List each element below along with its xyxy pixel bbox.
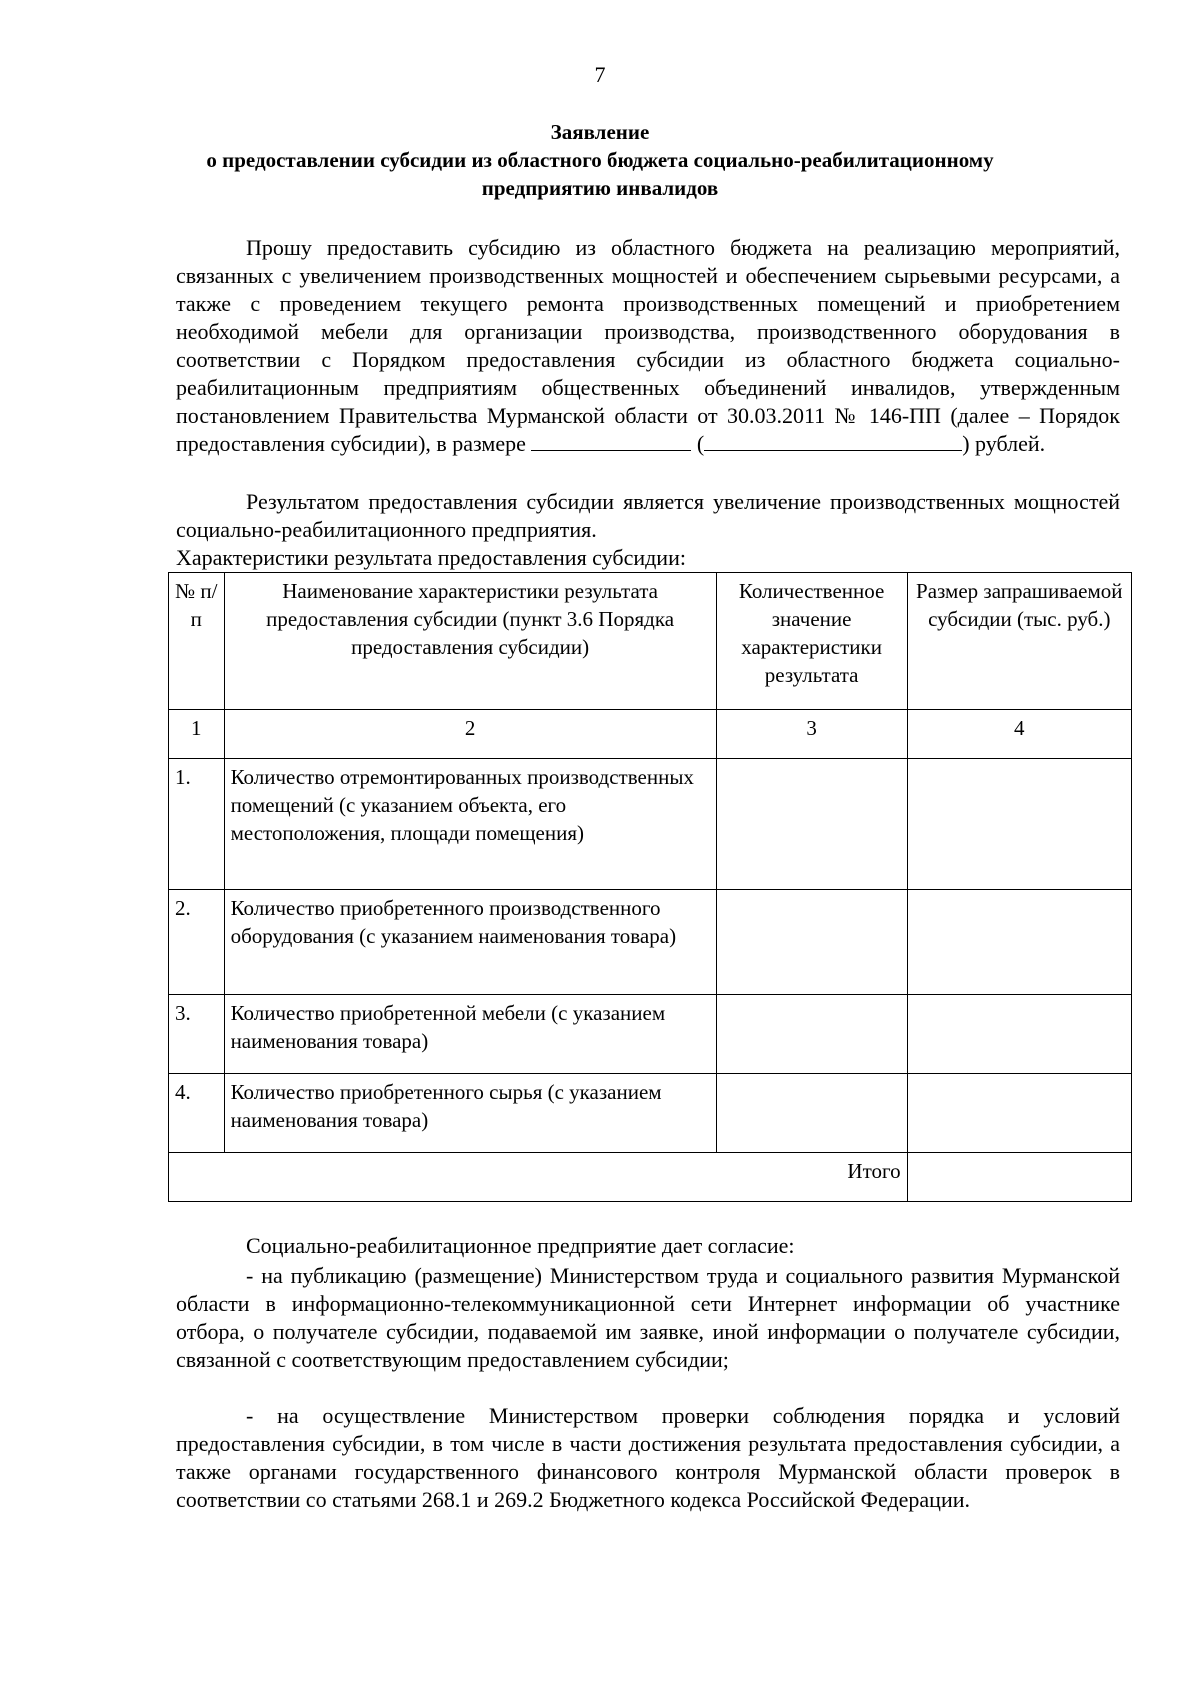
result-paragraph: Результатом предоставления субсидии является увеличение производственных мощностей социально-реабилитационного предприятия. (176, 489, 1120, 542)
row-characteristic: Количество отремонтированных производственных помещений (с указанием объекта, его местоположения, площади помещения) (224, 759, 716, 890)
row-characteristic: Количество приобретенного производственного оборудования (с указанием наименования товара) (224, 890, 716, 995)
table-row (169, 995, 1132, 1074)
row-number: 3. (169, 995, 225, 1074)
column-number: 4 (907, 710, 1131, 759)
column-number-row (169, 710, 1132, 759)
amount-suffix: ) рублей. (962, 431, 1046, 456)
page-number: 7 (594, 62, 606, 87)
row-quantity-cell[interactable] (716, 759, 907, 890)
header-characteristic: Наименование характеристики результата предоставления субсидии (пункт 3.6 Порядка предоставления субсидии) (224, 573, 716, 710)
row-quantity-cell[interactable] (716, 995, 907, 1074)
table-header-row (169, 573, 1132, 710)
row-amount-cell[interactable] (907, 890, 1131, 995)
title-line-3: предприятию инвалидов (481, 176, 719, 200)
consent-intro: Социально-реабилитационное предприятие дает согласие: (246, 1233, 795, 1258)
total-row (169, 1153, 1132, 1202)
table-caption: Характеристики результата предоставления субсидии: (176, 545, 686, 570)
header-amount: Размер запрашиваемой субсидии (тыс. руб.) (907, 573, 1131, 710)
row-amount-cell[interactable] (907, 759, 1131, 890)
title-line-2: о предоставлении субсидии из областного бюджета социально-реабилитационному (206, 148, 994, 172)
row-number: 2. (169, 890, 225, 995)
consent-item-publication: - на публикацию (размещение) Министерством труда и социального развития Мурманской области в информационно-телекоммуникационной сети Интернет информации об участнике отбора, о получателе субсидии, подаваемой им заявке, иной информации о получателе субсидии, связанной с соответствующим предоставлением субсидии; (176, 1263, 1120, 1372)
amount-numeric-blank[interactable] (531, 430, 691, 451)
title-line-1: Заявление (550, 120, 650, 144)
document-title (160, 118, 1040, 202)
request-text: Прошу предоставить субсидию из областного бюджета на реализацию мероприятий, связанных с увеличением производственных мощностей и обеспечением сырьевыми ресурсами, а также с проведением текущего ремонта производственных помещений и приобретением необходимой мебели для организации производства, производственного оборудования в соответствии с Порядком предоставления субсидии из областного бюджета социально-реабилитационным предприятиям общественных объединений инвалидов, утвержденным постановлением Правительства Мурманской области от 30.03.2011 № 146-ПП (далее – Порядок предоставления субсидии), в размере (176, 235, 1120, 456)
consent-item-inspection: - на осуществление Министерством проверки соблюдения порядка и условий предоставления субсидии, в том числе в части достижения результата предоставления субсидии, а также органами государственного финансового контроля Мурманской области проверок в соответствии со статьями 268.1 и 269.2 Бюджетного кодекса Российской Федерации. (176, 1403, 1120, 1512)
column-number: 3 (716, 710, 907, 759)
amount-open-paren: ( (696, 431, 705, 456)
row-characteristic: Количество приобретенного сырья (с указанием наименования товара) (224, 1074, 716, 1153)
amount-words-blank[interactable] (704, 430, 962, 451)
table-row (169, 1074, 1132, 1153)
table-row (169, 890, 1132, 995)
table-row (169, 759, 1132, 890)
total-label: Итого (169, 1153, 908, 1202)
header-quantity: Количественное значение характеристики результата (716, 573, 907, 710)
column-number: 1 (169, 710, 225, 759)
header-number: № п/п (169, 573, 225, 710)
column-number: 2 (224, 710, 716, 759)
results-table (168, 572, 1132, 1202)
request-paragraph (176, 234, 1120, 458)
row-amount-cell[interactable] (907, 995, 1131, 1074)
row-number: 1. (169, 759, 225, 890)
row-quantity-cell[interactable] (716, 890, 907, 995)
row-amount-cell[interactable] (907, 1074, 1131, 1153)
row-number: 4. (169, 1074, 225, 1153)
row-quantity-cell[interactable] (716, 1074, 907, 1153)
row-characteristic: Количество приобретенной мебели (с указанием наименования товара) (224, 995, 716, 1074)
total-amount-cell[interactable] (907, 1153, 1131, 1202)
